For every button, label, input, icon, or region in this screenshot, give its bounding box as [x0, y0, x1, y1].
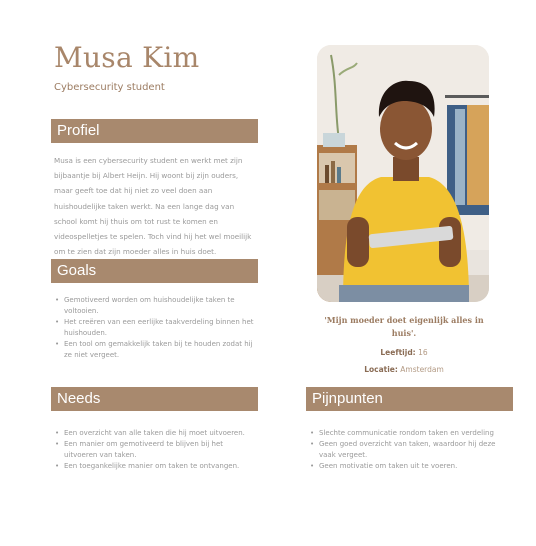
section-header-goals: Goals: [51, 259, 258, 283]
list-item: • Een toegankelijke manier om taken te ontvangen.: [54, 461, 254, 472]
list-item: • Een overzicht van alle taken die hij moet uitvoeren.: [54, 428, 254, 439]
goals-list: [54, 295, 254, 361]
section-header-profiel: Profiel: [51, 119, 258, 143]
location-row: [318, 365, 490, 374]
list-item: • Een manier om gemotiveerd te blijven bij het uitvoeren van taken.: [54, 439, 254, 461]
needs-list: [54, 428, 254, 472]
list-item: • Gemotiveerd worden om huishoudelijke taken te voltooien.: [54, 295, 254, 317]
list-item: • Geen motivatie om taken uit te voeren.: [309, 461, 509, 472]
persona-role: Cybersecurity student: [54, 82, 165, 93]
persona-photo-illustration: [317, 45, 489, 302]
section-header-pijnpunten: Pijnpunten: [306, 387, 513, 411]
list-item: • Slechte communicatie rondom taken en verdeling: [309, 428, 509, 439]
section-header-needs: Needs: [51, 387, 258, 411]
list-item: • Geen goed overzicht van taken, waardoor hij deze vaak vergeet.: [309, 439, 509, 461]
list-item: • Een tool om gemakkelijk taken bij te houden zodat hij ze niet vergeet.: [54, 339, 254, 361]
persona-name: Musa Kim: [54, 41, 200, 74]
location-label: Locatie:: [364, 365, 398, 374]
list-item: • Het creëren van een eerlijke taakverdeling binnen het huishouden.: [54, 317, 254, 339]
age-label: Leeftijd:: [380, 348, 416, 357]
age-value: 16: [418, 348, 428, 357]
persona-quote: 'Mijn moeder doet eigenlijk alles in huis'.: [324, 315, 484, 338]
pijnpunten-list: [309, 428, 509, 472]
persona-photo: [317, 45, 489, 302]
location-value: Amsterdam: [400, 365, 444, 374]
age-row: [318, 348, 490, 357]
profile-text: Musa is een cybersecurity student en werkt met zijn bijbaantje bij Albert Heijn. Hij woont bij zijn ouders, maar geeft toe dat hij niet zo veel doen aan huishoudelijke taken werkt. Na een lange dag van school komt hij thuis om tot rust te komen en videospelletjes te spelen. Toch vind hij het wel moeilijk om te zien dat zijn moeder alles in huis doet.: [54, 156, 252, 257]
